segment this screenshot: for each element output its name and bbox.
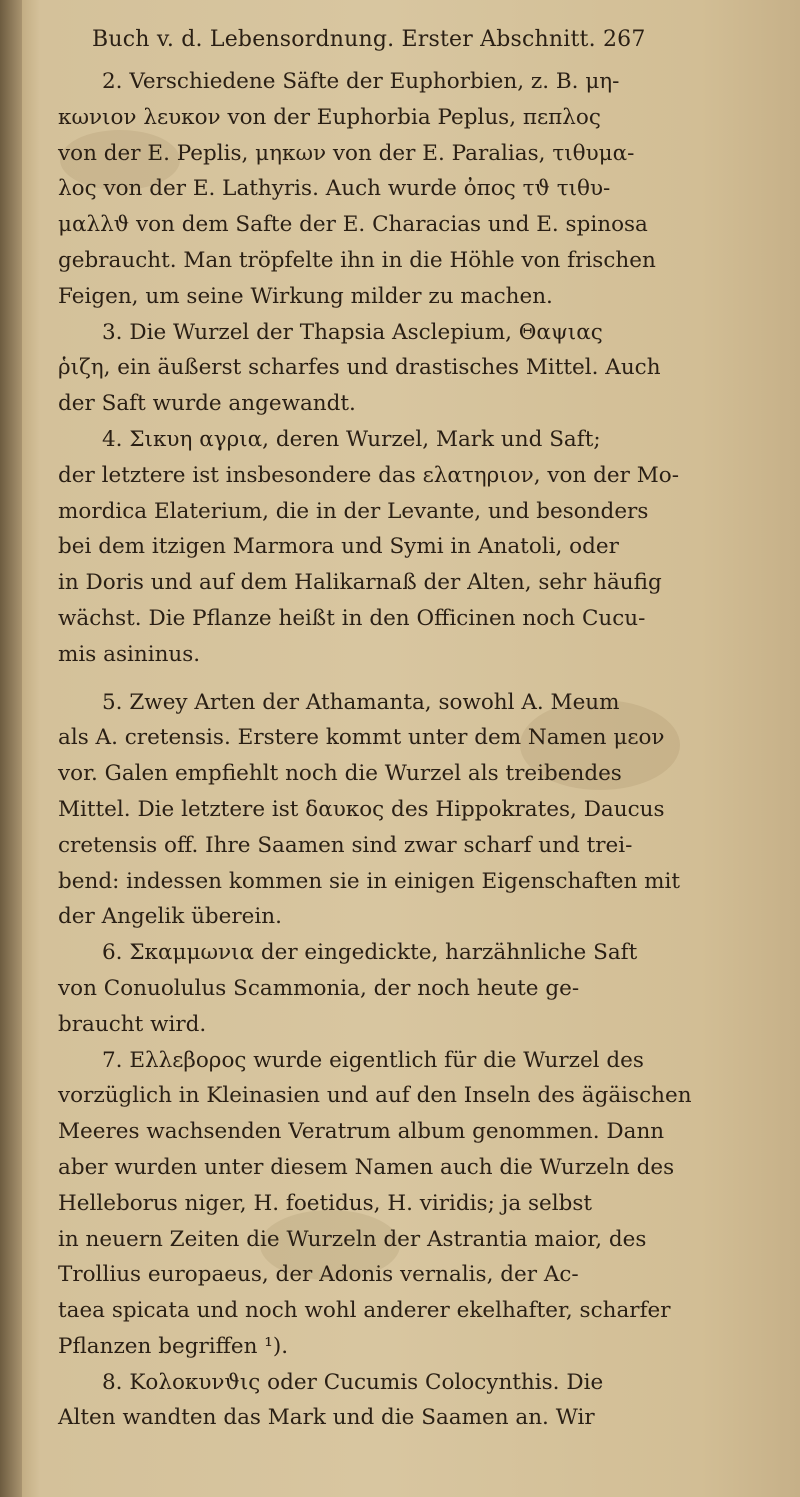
text-line: der Saft wurde angewandt. [58, 391, 356, 417]
text-line: Trollius europaeus, der Adonis vernalis, der Ac- [58, 1262, 579, 1288]
text-line: gebraucht. Man tröpfelte ihn in die Höhle von frischen [58, 247, 656, 273]
text-line: in neuern Zeiten die Wurzeln der Astrantia maior, des [58, 1226, 647, 1252]
book-gutter [0, 0, 22, 1497]
text-line: der Angelik überein. [58, 904, 282, 930]
paragraph-4-sikye [58, 422, 780, 673]
paragraph-5-athamanta [58, 685, 780, 936]
paragraph-8-kolokynthis [58, 1365, 780, 1437]
paragraph-3-thapsia [58, 315, 780, 422]
text-line: als A. cretensis. Erstere kommt unter dem Namen μεον [58, 725, 665, 751]
text-line: 3. Die Wurzel der Thapsia Asclepium, Θαψιας [102, 319, 603, 345]
paragraph-7-elleboros [58, 1043, 780, 1365]
text-line: 4. Σικυη αγρια, deren Wurzel, Mark und Saft; [102, 426, 601, 452]
paragraph-2-euphorbia [58, 64, 780, 315]
text-line: aber wurden unter diesem Namen auch die Wurzeln des [58, 1154, 675, 1180]
text-line: κωνιον λευκον von der Euphorbia Peplus, πεπλος [58, 104, 601, 130]
text-line: von Conuolulus Scammonia, der noch heute ge- [58, 975, 580, 1001]
text-line: 6. Σκαμμωνια der eingedickte, harzähnliche Saft [102, 940, 638, 966]
page-text [58, 22, 780, 1436]
text-line: der letztere ist insbesondere das ελατηριον, von der Mo- [58, 462, 679, 488]
text-line: vorzüglich in Kleinasien und auf den Inseln des ägäischen [58, 1083, 692, 1109]
text-line: cretensis off. Ihre Saamen sind zwar scharf und trei- [58, 832, 633, 858]
text-line: Helleborus niger, H. foetidus, H. viridis; ja selbst [58, 1190, 593, 1216]
text-line: wächst. Die Pflanze heißt in den Officinen noch Cucu- [58, 605, 646, 631]
paragraph-gap [58, 673, 780, 685]
text-line: λος von der E. Lathyris. Auch wurde ὀπος τϑ τιθυ- [58, 176, 611, 202]
text-line: braucht wird. [58, 1011, 207, 1037]
text-line: Meeres wachsenden Veratrum album genommen. Dann [58, 1119, 665, 1145]
text-line: mis asininus. [58, 641, 201, 667]
text-line: Mittel. Die letztere ist δαυκος des Hippokrates, Daucus [58, 796, 665, 822]
text-line: μαλλϑ von dem Safte der E. Characias und E. spinosa [58, 212, 648, 238]
text-line: taea spicata und noch wohl anderer ekelhafter, scharfer [58, 1298, 671, 1324]
text-line: 5. Zwey Arten der Athamanta, sowohl A. Meum [102, 689, 620, 715]
text-line: Alten wandten das Mark und die Saamen an. Wir [58, 1405, 595, 1431]
text-line: 2. Verschiedene Säfte der Euphorbien, z. B. μη- [102, 69, 620, 94]
text-line: bei dem itzigen Marmora und Symi in Anatoli, oder [58, 534, 619, 560]
text-line: Feigen, um seine Wirkung milder zu machen. [58, 283, 553, 309]
running-header: Buch v. d. Lebensordnung. Erster Abschnitt. 267 [92, 27, 646, 52]
text-line: 7. Ελλεβορος wurde eigentlich für die Wurzel des [102, 1047, 644, 1073]
text-line: ῥιζη, ein äußerst scharfes und drastisches Mittel. Auch [58, 355, 661, 381]
text-line: vor. Galen empfiehlt noch die Wurzel als treibendes [58, 761, 622, 787]
text-line: in Doris und auf dem Halikarnaß der Alten, sehr häufig [58, 570, 662, 596]
text-line: mordica Elaterium, die in der Levante, und besonders [58, 498, 649, 524]
text-line: 8. Κολοκυνϑις oder Cucumis Colocynthis. Die [102, 1369, 604, 1395]
text-line: bend: indessen kommen sie in einigen Eigenschaften mit [58, 868, 681, 894]
paragraph-6-scammonia [58, 935, 780, 1042]
text-line: Pflanzen begriffen ¹). [58, 1333, 289, 1359]
text-line: von der E. Peplis, μηκων von der E. Paralias, τιθυμα- [58, 140, 635, 166]
